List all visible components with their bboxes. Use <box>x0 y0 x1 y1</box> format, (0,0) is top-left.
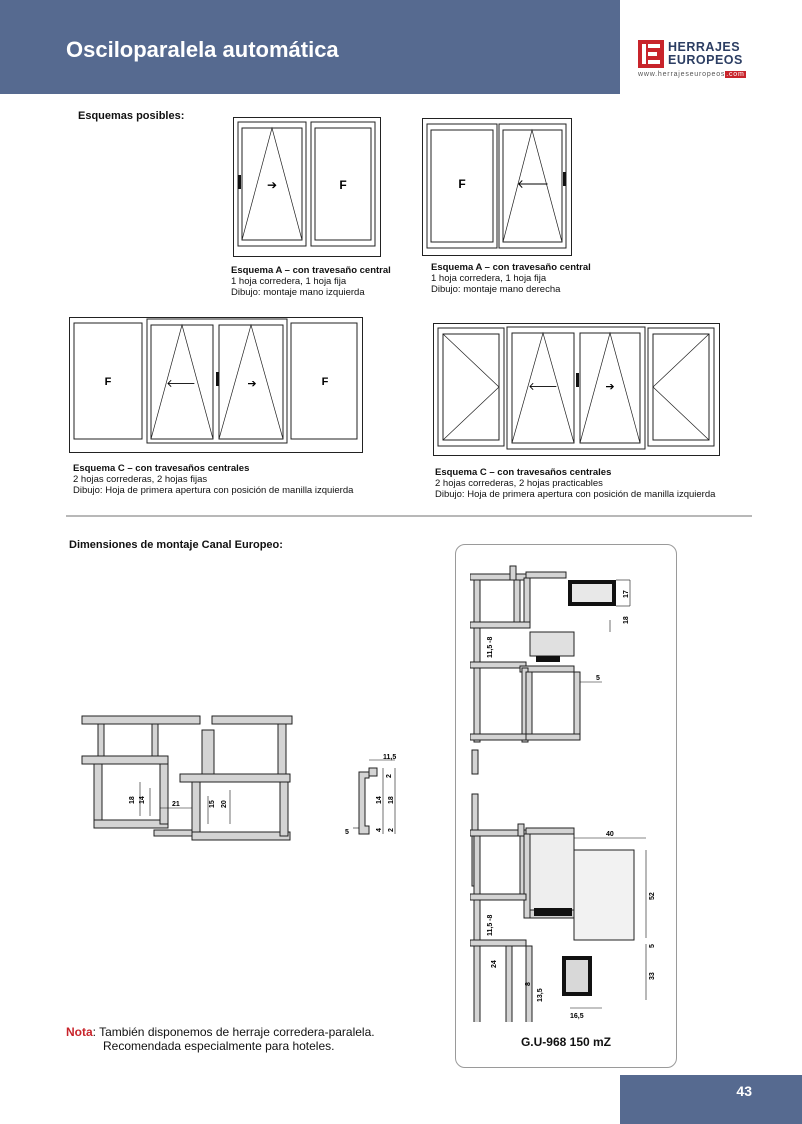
dim-label-21: 21 <box>172 801 180 808</box>
logo-url: www.herrajeseuropeos.com <box>638 71 745 78</box>
footer-bar <box>620 1075 802 1124</box>
small-profile-detail-drawing <box>343 754 407 842</box>
bottom-dim-16-5: 16,5 <box>570 1013 584 1020</box>
page-number: 43 <box>736 1083 752 1099</box>
dim-label-15: 15 <box>209 800 216 808</box>
header-bar <box>0 0 620 94</box>
bottom-hardware-detail-drawing <box>470 790 670 1022</box>
top-dim-11-5: 11,5 -8 <box>487 636 494 658</box>
bottom-dim-40: 40 <box>606 831 614 838</box>
dimensions-heading: Dimensiones de montaje Canal Europeo: <box>69 539 283 551</box>
logo-text-line1: HERRAJES <box>668 40 741 54</box>
dim-label-14: 14 <box>139 796 146 804</box>
scheme-caption-4: Esquema C – con travesaños centrales 2 hojas correderas, 2 hojas practicables Dibujo: Hoja de primera apertura con posición de manilla izquierda <box>435 467 716 500</box>
top-dim-17: 17 <box>623 590 630 598</box>
window-diagram-a-left <box>233 117 381 257</box>
arrow-left-icon: 🡐 <box>516 177 550 191</box>
small-dim-14: 14 <box>376 796 383 804</box>
arrow-right-icon: ➔ <box>605 380 615 393</box>
fixed-pane-label: F <box>458 177 466 191</box>
page-title: Osciloparalela automática <box>66 37 339 62</box>
brand-logo <box>638 40 758 80</box>
hardware-model-label: G.U-968 150 mZ <box>520 1035 612 1049</box>
fixed-pane-label: F <box>339 178 347 192</box>
bottom-dim-52: 52 <box>649 892 656 900</box>
small-dim-2: 2 <box>386 774 393 778</box>
note-block <box>66 1025 375 1053</box>
small-dim-4: 4 <box>376 828 383 832</box>
scheme-caption-3: Esquema C – con travesaños centrales 2 hojas correderas, 2 hojas fijas Dibujo: Hoja de primera apertura con posición de manilla izquierda <box>73 463 354 496</box>
small-dim-5: 5 <box>345 829 349 836</box>
arrow-left-icon: 🡐 <box>528 380 558 393</box>
fixed-pane-label: F <box>104 376 112 388</box>
arrow-right-icon: ➔ <box>247 377 257 390</box>
top-dim-5: 5 <box>596 675 600 682</box>
profile-cross-section-drawing <box>80 712 300 844</box>
small-dim-18: 18 <box>388 796 395 804</box>
bottom-dim-24: 24 <box>491 960 498 968</box>
note-line-2: Recomendada especialmente para hoteles. <box>103 1039 335 1053</box>
section-divider <box>66 515 752 517</box>
bottom-dim-11-5: 11,5 -8 <box>487 914 494 936</box>
bottom-dim-33: 33 <box>649 972 656 980</box>
arrow-right-icon: ➔ <box>266 178 278 192</box>
schemes-heading: Esquemas posibles: <box>78 110 185 122</box>
dim-label-20: 20 <box>221 800 228 808</box>
logo-mark-icon <box>638 40 664 68</box>
fixed-pane-label: F <box>321 376 329 388</box>
note-label: Nota <box>66 1025 93 1039</box>
bottom-dim-8: 8 <box>525 982 532 986</box>
top-hardware-detail-drawing <box>470 562 670 784</box>
note-line-1: : También disponemos de herraje corredera-paralela. <box>92 1025 375 1039</box>
window-diagram-c-left <box>69 317 363 453</box>
bottom-dim-13-5: 13,5 <box>537 988 544 1002</box>
small-dim-11-5: 11,5 <box>383 754 397 761</box>
window-diagram-c-right <box>433 323 720 456</box>
window-diagram-a-right <box>422 118 572 256</box>
arrow-left-icon: 🡐 <box>166 377 196 390</box>
top-dim-18: 18 <box>623 616 630 624</box>
logo-text-line2: EUROPEOS <box>668 53 743 67</box>
small-dim-2b: 2 <box>388 828 395 832</box>
dim-label-18: 18 <box>129 796 136 804</box>
bottom-dim-5: 5 <box>649 944 656 948</box>
scheme-caption-1: Esquema A – con travesaño central 1 hoja corredera, 1 hoja fija Dibujo: montaje mano izquierda <box>231 265 391 298</box>
scheme-caption-2: Esquema A – con travesaño central 1 hoja corredera, 1 hoja fija Dibujo: montaje mano derecha <box>431 262 591 295</box>
